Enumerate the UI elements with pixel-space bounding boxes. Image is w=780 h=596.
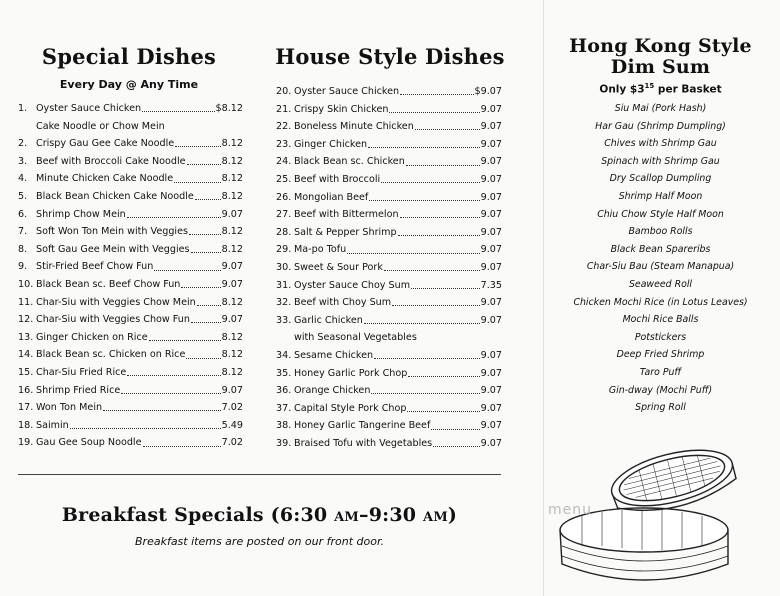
menu-item-price: 9.07 bbox=[480, 420, 502, 432]
dot-leader bbox=[433, 446, 479, 447]
dim-sum-item: Mochi Rice Balls bbox=[622, 314, 699, 326]
menu-item-price: 8.12 bbox=[221, 366, 243, 378]
dot-leader bbox=[186, 358, 220, 359]
menu-item-number: 27. bbox=[276, 209, 292, 221]
dot-leader bbox=[127, 217, 221, 218]
menu-item-name: Shrimp Chow Mein bbox=[36, 208, 126, 220]
menu-item-price: 8.12 bbox=[221, 138, 243, 150]
menu-item-name: Char-Siu Fried Rice bbox=[36, 366, 127, 378]
menu-item bbox=[18, 118, 243, 136]
menu-item-number: 10. bbox=[18, 278, 34, 290]
dot-leader bbox=[408, 376, 479, 377]
menu-item-price: 9.07 bbox=[480, 349, 502, 361]
menu-item-number: 6. bbox=[18, 208, 28, 220]
menu-item bbox=[276, 277, 502, 295]
menu-item bbox=[18, 241, 243, 259]
menu-item-number: 5. bbox=[18, 190, 28, 202]
menu-item-name: Sweet & Sour Pork bbox=[294, 261, 383, 273]
menu-item-number: 38. bbox=[276, 420, 292, 432]
dim-sum-item: Siu Mai (Pork Hash) bbox=[614, 103, 707, 114]
dim-sum-item: Har Gau (Shrimp Dumpling) bbox=[595, 120, 726, 132]
dot-leader bbox=[368, 147, 480, 148]
menu-item-number: 30. bbox=[276, 261, 292, 273]
menu-item-number: 3. bbox=[18, 155, 28, 167]
dim-sum-item: Gin-dway (Mochi Puff) bbox=[608, 384, 713, 396]
dot-leader bbox=[371, 393, 479, 394]
menu-item bbox=[276, 365, 502, 383]
menu-item-number: 32. bbox=[276, 297, 292, 309]
dot-leader bbox=[364, 323, 480, 324]
dim-sum-item: Potstickers bbox=[634, 331, 687, 343]
breakfast-hours-close: 9:30 bbox=[368, 504, 417, 526]
menu-item-number: 12. bbox=[18, 314, 34, 326]
dot-leader bbox=[195, 199, 221, 200]
menu-item-name: Oyster Sauce Chicken bbox=[294, 86, 400, 97]
menu-item-name: Gau Gee Soup Noodle bbox=[36, 437, 142, 449]
menu-item bbox=[276, 294, 502, 312]
menu-item-name: Honey Garlic Pork Chop bbox=[294, 367, 408, 379]
menu-item-number: 22. bbox=[276, 121, 292, 133]
menu-item bbox=[276, 206, 502, 224]
dot-leader bbox=[175, 146, 220, 147]
breakfast-dash: – bbox=[359, 504, 369, 526]
menu-item-number: 33. bbox=[276, 314, 292, 326]
dim-sum-list bbox=[548, 100, 773, 417]
menu-item-price: 8.12 bbox=[221, 243, 243, 255]
menu-item bbox=[18, 294, 243, 312]
dim-sum-item: Seaweed Roll bbox=[628, 278, 693, 290]
menu-item-price: $9.07 bbox=[474, 86, 502, 97]
dim-sum-item: Taro Puff bbox=[639, 366, 682, 378]
menu-item-name: Shrimp Fried Rice bbox=[36, 384, 121, 396]
dot-leader bbox=[400, 217, 480, 218]
menu-item-name: Salt & Pepper Shrimp bbox=[294, 226, 397, 238]
dim-sum-title bbox=[548, 36, 773, 78]
menu-item-price: 9.07 bbox=[480, 209, 502, 221]
menu-item-number: 15. bbox=[18, 366, 34, 378]
menu-item bbox=[18, 135, 243, 153]
menu-item-price: 9.07 bbox=[480, 402, 502, 414]
page-fold-divider bbox=[543, 0, 544, 596]
menu-item-name: Black Bean sc. Chicken bbox=[294, 156, 405, 168]
dot-leader bbox=[398, 235, 480, 236]
dim-sum-item: Spring Roll bbox=[635, 402, 686, 414]
menu-item bbox=[18, 206, 243, 224]
dim-sum-price-cents: 15 bbox=[644, 82, 655, 90]
menu-item bbox=[18, 329, 243, 347]
menu-item-number: 20. bbox=[276, 86, 292, 97]
menu-item bbox=[18, 382, 243, 400]
menu-item bbox=[18, 434, 243, 452]
menu-item bbox=[18, 276, 243, 294]
menu-item bbox=[18, 100, 243, 118]
breakfast-note: Breakfast items are posted on our front door. bbox=[135, 535, 384, 548]
menu-item bbox=[18, 258, 243, 276]
menu-item-name: Mongolian Beef bbox=[294, 191, 369, 203]
menu-item bbox=[276, 189, 502, 207]
menu-item-price: 5.49 bbox=[221, 419, 243, 431]
dim-sum-price bbox=[548, 82, 773, 96]
dot-leader bbox=[191, 322, 221, 323]
menu-item-name: Honey Garlic Tangerine Beef bbox=[294, 420, 431, 432]
menu-item-price: 9.07 bbox=[480, 103, 502, 115]
menu-item-name: Beef with Bittermelon bbox=[294, 209, 399, 221]
menu-item-price: 9.07 bbox=[480, 261, 502, 273]
menu-item-name: Boneless Minute Chicken bbox=[294, 121, 414, 133]
menu-item bbox=[18, 311, 243, 329]
dot-leader bbox=[406, 165, 480, 166]
dim-sum-item: Spinach with Shrimp Gau bbox=[601, 155, 720, 167]
menu-item-price: 9.07 bbox=[480, 314, 502, 326]
menu-item-number: 16. bbox=[18, 384, 34, 396]
menu-item-number: 8. bbox=[18, 243, 28, 255]
menu-item-price: 7.02 bbox=[221, 402, 243, 414]
breakfast-am-1: AM bbox=[334, 510, 360, 525]
menu-item-price: 9.07 bbox=[480, 385, 502, 397]
menu-item bbox=[18, 364, 243, 382]
menu-item-number: 21. bbox=[276, 103, 292, 115]
breakfast-title-text: Breakfast Specials bbox=[61, 504, 264, 526]
dot-leader bbox=[369, 200, 479, 201]
menu-item-price: 8.12 bbox=[221, 349, 243, 361]
menu-item bbox=[276, 171, 502, 189]
watermark-logo: menu bbox=[548, 502, 592, 518]
menu-item bbox=[18, 346, 243, 364]
dim-sum-item: Chiu Chow Style Half Moon bbox=[597, 208, 724, 220]
menu-item-name: Sesame Chicken bbox=[294, 349, 374, 361]
menu-item-price: 9.07 bbox=[480, 367, 502, 379]
dot-leader bbox=[407, 411, 479, 412]
menu-item-price: 9.07 bbox=[480, 173, 502, 185]
house-dishes-list bbox=[276, 83, 502, 452]
menu-item-name: Stir-Fried Beef Chow Fun bbox=[36, 261, 154, 273]
menu-item-price: 8.12 bbox=[221, 226, 243, 238]
menu-item bbox=[276, 153, 502, 171]
menu-item bbox=[276, 83, 502, 101]
menu-item-price: 9.07 bbox=[480, 191, 502, 203]
menu-item-number: 18. bbox=[18, 419, 34, 431]
dot-leader bbox=[187, 164, 221, 165]
menu-item-name: Char-Siu with Veggies Chow Mein bbox=[36, 296, 196, 308]
menu-item bbox=[276, 329, 502, 347]
menu-item bbox=[276, 224, 502, 242]
dot-leader bbox=[197, 305, 221, 306]
menu-item-name: Orange Chicken bbox=[294, 385, 371, 397]
menu-item-number: 4. bbox=[18, 173, 28, 185]
breakfast-hours-open: (6:30 bbox=[270, 504, 328, 526]
menu-item-name: Soft Gau Gee Mein with Veggies bbox=[36, 243, 190, 255]
menu-item-name: Saimin bbox=[36, 419, 69, 431]
menu-item-price: 9.07 bbox=[221, 208, 243, 220]
menu-item-price: 8.12 bbox=[221, 173, 243, 185]
menu-item bbox=[18, 188, 243, 206]
menu-item-price: 9.07 bbox=[221, 261, 243, 273]
menu-item-price: 9.07 bbox=[480, 156, 502, 168]
menu-item bbox=[276, 400, 502, 418]
menu-item-name: Black Bean sc. Chicken on Rice bbox=[36, 349, 186, 361]
dot-leader bbox=[384, 270, 480, 271]
dot-leader bbox=[389, 112, 479, 113]
menu-item-name: Beef with Broccoli bbox=[294, 173, 381, 185]
menu-item-name: Black Bean Chicken Cake Noodle bbox=[36, 190, 194, 202]
menu-item-name: Cake Noodle or Chow Mein bbox=[36, 120, 165, 132]
menu-item bbox=[276, 136, 502, 154]
menu-item-number: 36. bbox=[276, 385, 292, 397]
menu-item-number: 14. bbox=[18, 349, 34, 361]
menu-item-name: Oyster Sauce Choy Sum bbox=[294, 279, 411, 291]
menu-item-number: 9. bbox=[18, 261, 28, 273]
menu-item-price: 9.07 bbox=[221, 384, 243, 396]
menu-item-number: 35. bbox=[276, 367, 292, 379]
dim-sum-item: Char-Siu Bau (Steam Manapua) bbox=[586, 261, 735, 273]
menu-item-name: Ma-po Tofu bbox=[294, 244, 347, 256]
menu-item bbox=[276, 417, 502, 435]
menu-item-name: Crispy Skin Chicken bbox=[294, 103, 389, 115]
dot-leader bbox=[103, 410, 221, 411]
menu-item-price: 8.12 bbox=[221, 331, 243, 343]
menu-item bbox=[276, 312, 502, 330]
dot-leader bbox=[347, 253, 479, 254]
menu-item-price: 9.07 bbox=[480, 226, 502, 238]
menu-item-number: 7. bbox=[18, 226, 28, 238]
menu-item bbox=[18, 399, 243, 417]
breakfast-title bbox=[18, 504, 501, 526]
menu-item-name: Won Ton Mein bbox=[36, 402, 103, 414]
menu-item-number: 13. bbox=[18, 331, 34, 343]
menu-item bbox=[18, 417, 243, 435]
menu-item-price: 9.07 bbox=[480, 297, 502, 309]
dot-leader bbox=[181, 287, 220, 288]
dim-sum-item: Chives with Shrimp Gau bbox=[604, 138, 717, 150]
menu-item-name: Minute Chicken Cake Noodle bbox=[36, 173, 174, 185]
dim-sum-item: Chicken Mochi Rice (in Lotus Leaves) bbox=[573, 296, 748, 308]
menu-item bbox=[276, 435, 502, 453]
dim-sum-item: Dry Scallop Dumpling bbox=[609, 173, 712, 185]
dot-leader bbox=[189, 234, 221, 235]
menu-item bbox=[18, 170, 243, 188]
menu-item bbox=[276, 347, 502, 365]
special-dishes-subtitle: Every Day @ Any Time bbox=[59, 78, 199, 91]
menu-item bbox=[276, 101, 502, 119]
menu-item bbox=[276, 118, 502, 136]
dim-sum-item: Shrimp Half Moon bbox=[618, 190, 703, 202]
menu-item-name: Garlic Chicken bbox=[294, 314, 363, 326]
menu-item-price: 9.07 bbox=[480, 437, 502, 449]
dot-leader bbox=[374, 358, 480, 359]
dot-leader bbox=[400, 94, 473, 95]
menu-item bbox=[276, 259, 502, 277]
dot-leader bbox=[121, 393, 220, 394]
menu-item bbox=[18, 153, 243, 171]
dim-sum-item: Deep Fried Shrimp bbox=[616, 349, 705, 361]
menu-item-number: 28. bbox=[276, 226, 292, 238]
dot-leader bbox=[70, 428, 221, 429]
menu-item-number: 23. bbox=[276, 138, 292, 150]
menu-item-price: 8.12 bbox=[221, 190, 243, 202]
menu-item-name: Black Bean sc. Beef Chow Fun bbox=[36, 278, 181, 290]
menu-item-number: 24. bbox=[276, 156, 292, 168]
menu-item bbox=[276, 382, 502, 400]
special-dishes-title: Special Dishes bbox=[41, 44, 217, 69]
menu-item-name: Beef with Choy Sum bbox=[294, 297, 392, 309]
dot-leader bbox=[381, 182, 479, 183]
dot-leader bbox=[154, 270, 220, 271]
menu-item-number: 29. bbox=[276, 244, 292, 256]
menu-item-price: 8.12 bbox=[221, 296, 243, 308]
menu-item-name: Char-Siu with Veggies Chow Fun bbox=[36, 314, 190, 326]
dot-leader bbox=[149, 340, 221, 341]
menu-item-number: 1. bbox=[18, 103, 28, 114]
house-dishes-title: House Style Dishes bbox=[275, 44, 505, 69]
dim-sum-item: Black Bean Spareribs bbox=[610, 243, 711, 255]
menu-item-price: 9.07 bbox=[480, 138, 502, 150]
menu-item-number: 39. bbox=[276, 437, 292, 449]
menu-item-number: 17. bbox=[18, 402, 34, 414]
dot-leader bbox=[143, 446, 221, 447]
menu-item-number: 2. bbox=[18, 138, 28, 150]
dot-leader bbox=[392, 305, 480, 306]
menu-item-price: 9.07 bbox=[221, 314, 243, 326]
menu-item-price: 9.07 bbox=[480, 121, 502, 133]
menu-item-number: 25. bbox=[276, 173, 292, 185]
menu-item-number: 11. bbox=[18, 296, 34, 308]
special-dishes-list bbox=[18, 100, 243, 452]
menu-item-price: 7.02 bbox=[221, 437, 243, 449]
dot-leader bbox=[411, 288, 480, 289]
dot-leader bbox=[191, 252, 221, 253]
menu-item-name: Soft Won Ton Mein with Veggies bbox=[36, 226, 188, 238]
menu-item-number: 31. bbox=[276, 279, 292, 291]
menu-item-number: 34. bbox=[276, 349, 292, 361]
dot-leader bbox=[415, 129, 480, 130]
menu-item-price: 9.07 bbox=[221, 278, 243, 290]
menu-item-number: 37. bbox=[276, 402, 292, 414]
menu-item-name: Ginger Chicken bbox=[294, 138, 368, 150]
dim-sum-title-line2: Dim Sum bbox=[610, 56, 711, 78]
dim-sum-price-suffix: per Basket bbox=[654, 83, 722, 96]
dim-sum-item: Bamboo Rolls bbox=[628, 226, 693, 238]
breakfast-am-2: AM bbox=[423, 510, 448, 525]
menu-item-price: 9.07 bbox=[480, 244, 502, 256]
dim-sum-title-line1: Hong Kong Style bbox=[569, 35, 752, 57]
menu-item-name: Beef with Broccoli Cake Noodle bbox=[36, 155, 186, 167]
dot-leader bbox=[431, 429, 479, 430]
menu-item-name: Crispy Gau Gee Cake Noodle bbox=[36, 138, 175, 150]
dim-sum-price-prefix: Only $3 bbox=[599, 83, 645, 96]
menu-item-name: Capital Style Pork Chop bbox=[294, 402, 407, 414]
menu-item bbox=[276, 241, 502, 259]
dot-leader bbox=[127, 375, 220, 376]
dot-leader bbox=[174, 182, 221, 183]
menu-item-name: Ginger Chicken on Rice bbox=[36, 331, 148, 343]
menu-item-price: $8.12 bbox=[215, 103, 243, 114]
menu-item-name: Oyster Sauce Chicken bbox=[36, 103, 142, 114]
breakfast-close-paren: ) bbox=[447, 504, 458, 526]
menu-item-price: 7.35 bbox=[480, 279, 502, 291]
menu-item-number: 26. bbox=[276, 191, 292, 203]
menu-item-price: 8.12 bbox=[221, 155, 243, 167]
menu-item-number: 19. bbox=[18, 437, 34, 449]
menu-item-name: Braised Tofu with Vegetables bbox=[294, 437, 433, 449]
dot-leader bbox=[142, 111, 214, 112]
menu-item bbox=[18, 223, 243, 241]
section-divider bbox=[18, 474, 501, 475]
menu-item-name: with Seasonal Vegetables bbox=[294, 332, 417, 344]
